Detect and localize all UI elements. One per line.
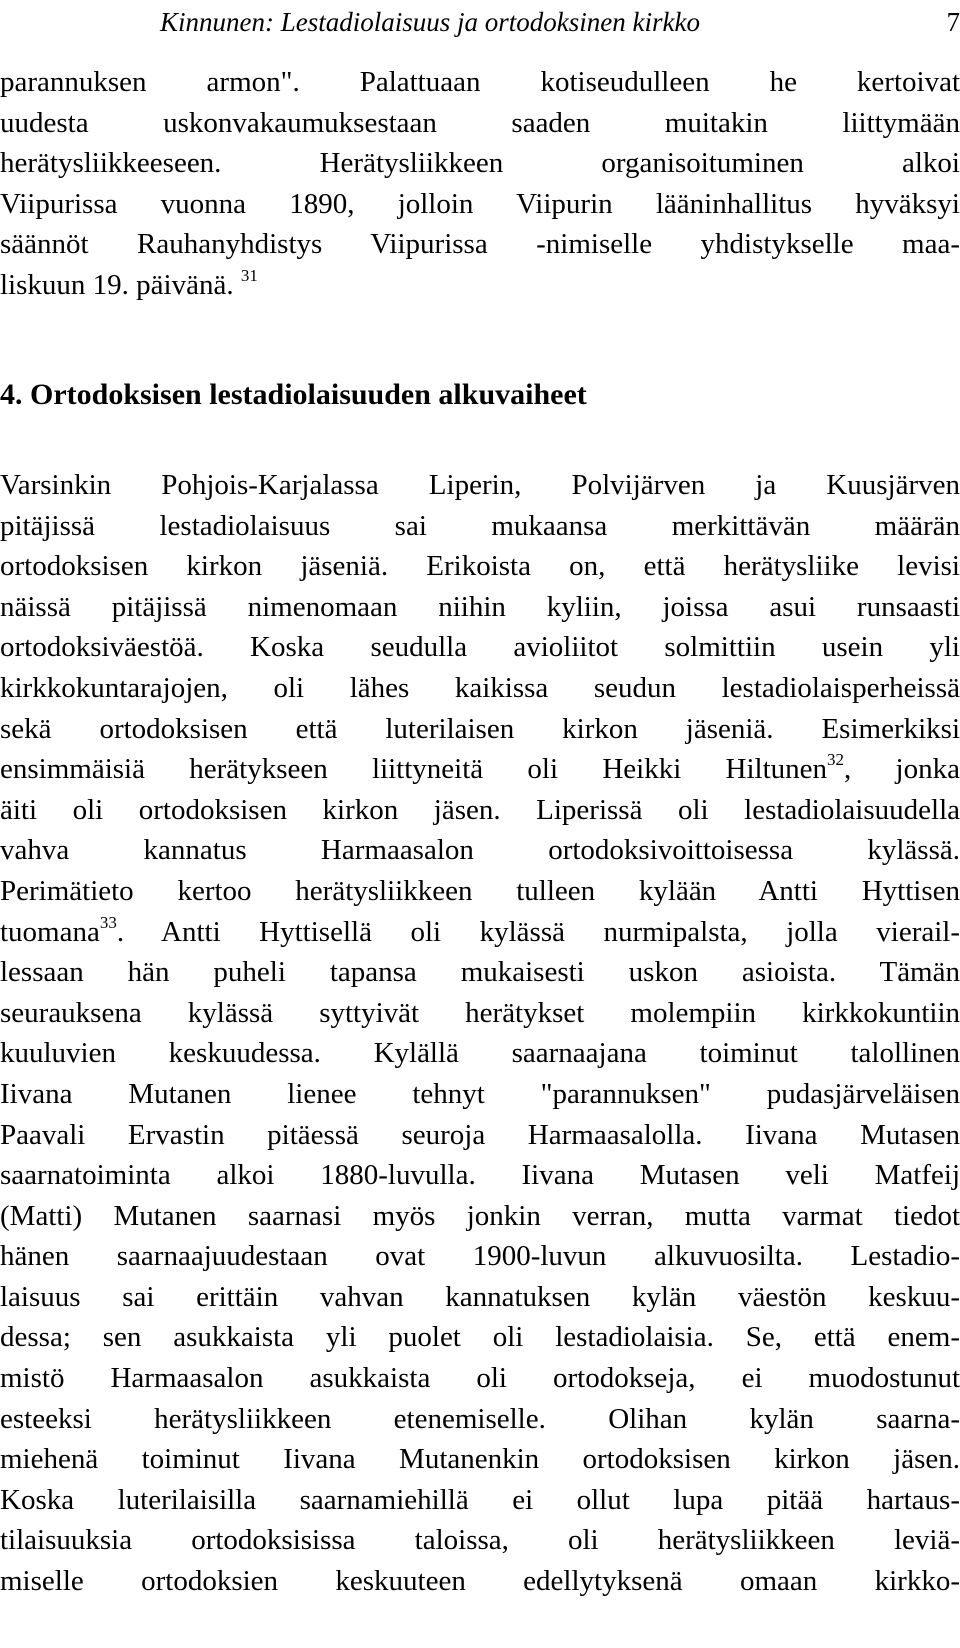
text-line: Viipurissa vuonna 1890, jolloin Viipurin lääninhallitus hyväksyi — [0, 187, 960, 220]
text-line: (Matti) Mutanen saarnasi myös jonkin verran, mutta varmat tiedot — [0, 1199, 960, 1232]
footnote-ref-31[interactable]: 31 — [240, 265, 258, 285]
text-line: saarnatoiminta alkoi 1880-luvulla. Iivana Mutasen veli Matfeij — [0, 1159, 960, 1192]
text-line: mistö Harmaasalon asukkaista oli ortodokseja, ei muodostunut — [0, 1362, 960, 1395]
text-line: ortodoksisen kirkon jäseniä. Erikoista on, että herätysliike levisi — [0, 550, 960, 583]
running-title: Kinnunen: Lestadiolaisuus ja ortodoksinen kirkko — [160, 7, 700, 37]
text-line: parannuksen armon". Palattuaan kotiseudulleen he kertoivat — [0, 66, 960, 98]
text-fragment: , jonka — [844, 753, 960, 786]
text-fragment: . Antti Hyttisellä oli kylässä nurmipalsta, jolla vierail- — [116, 915, 960, 948]
text-fragment: liskuun 19. päivänä. — [0, 268, 241, 301]
text-line: laisuus sai erittäin vahvan kannatuksen kylän väestön keskuu- — [0, 1280, 960, 1313]
text-line: Paavali Ervastin pitäessä seuroja Harmaasalolla. Iivana Mutasen — [0, 1118, 960, 1151]
footnote-ref-33[interactable]: 33 — [99, 912, 117, 932]
section-heading: 4. Ortodoksisen lestadiolaisuuden alkuvaiheet — [0, 378, 587, 411]
text-line: äiti oli ortodoksisen kirkon jäsen. Liperissä oli lestadiolaisuudella — [0, 793, 960, 826]
text-line: pitäjissä lestadiolaisuus sai mukaansa merkittävän määrän — [0, 509, 960, 542]
page-number: 7 — [946, 7, 960, 37]
text-line: seurauksena kylässä syttyivät herätykset molempiin kirkkokuntiin — [0, 996, 960, 1029]
text-line — [0, 265, 960, 306]
text-line: Perimätieto kertoo herätysliikkeen tulleen kylään Antti Hyttisen — [0, 874, 960, 907]
text-line: miselle ortodoksien keskuuteen edellytyksenä omaan kirkko- — [0, 1565, 960, 1598]
text-fragment: tuomana — [0, 915, 100, 948]
text-line: hänen saarnaajuudestaan ovat 1900-luvun alkuvuosilta. Lestadio- — [0, 1240, 960, 1273]
text-line: näissä pitäjissä nimenomaan niihin kyliin, joissa asui runsaasti — [0, 590, 960, 623]
footnote-ref-32[interactable]: 32 — [827, 750, 845, 770]
text-line: miehenä toiminut Iivana Mutanenkin ortodoksisen kirkon jäsen. — [0, 1443, 960, 1476]
text-line: herätysliikkeeseen. Herätysliikkeen organisoituminen alkoi — [0, 147, 960, 180]
text-line: ortodoksiväestöä. Koska seudulla avioliitot solmittiin usein yli — [0, 631, 960, 664]
text-line: kuuluvien keskuudessa. Kylällä saarnaajana toiminut talollinen — [0, 1037, 960, 1070]
paragraph-1 — [0, 62, 960, 306]
text-fragment: ensimmäisiä herätykseen liittyneitä oli Heikki Hiltunen — [0, 753, 828, 786]
text-line — [0, 749, 960, 790]
text-line: uudesta uskonvakaumuksestaan saaden muitakin liittymään — [0, 106, 960, 139]
text-line: lessaan hän puheli tapansa mukaisesti uskon asioista. Tämän — [0, 956, 960, 989]
text-line: dessa; sen asukkaista yli puolet oli lestadiolaisia. Se, että enem- — [0, 1321, 960, 1354]
text-line: Iivana Mutanen lienee tehnyt "parannuksen" pudasjärveläisen — [0, 1077, 960, 1110]
text-line: Varsinkin Pohjois-Karjalassa Liperin, Polvijärven ja Kuusjärven — [0, 469, 960, 501]
text-line — [0, 912, 960, 953]
text-line: kirkkokuntarajojen, oli lähes kaikissa seudun lestadiolaisperheissä — [0, 671, 960, 704]
text-line: säännöt Rauhanyhdistys Viipurissa -nimiselle yhdistykselle maa- — [0, 228, 960, 261]
paragraph-2 — [0, 465, 960, 1602]
text-line: esteeksi herätysliikkeen etenemiselle. Olihan kylän saarna- — [0, 1402, 960, 1435]
text-line: tilaisuuksia ortodoksisissa taloissa, oli herätysliikkeen leviä- — [0, 1524, 960, 1557]
text-line: Koska luterilaisilla saarnamiehillä ei ollut lupa pitää hartaus- — [0, 1483, 960, 1516]
running-header — [160, 4, 960, 40]
text-line: vahva kannatus Harmaasalon ortodoksivoittoisessa kylässä. — [0, 834, 960, 867]
text-line: sekä ortodoksisen että luterilaisen kirkon jäseniä. Esimerkiksi — [0, 712, 960, 745]
